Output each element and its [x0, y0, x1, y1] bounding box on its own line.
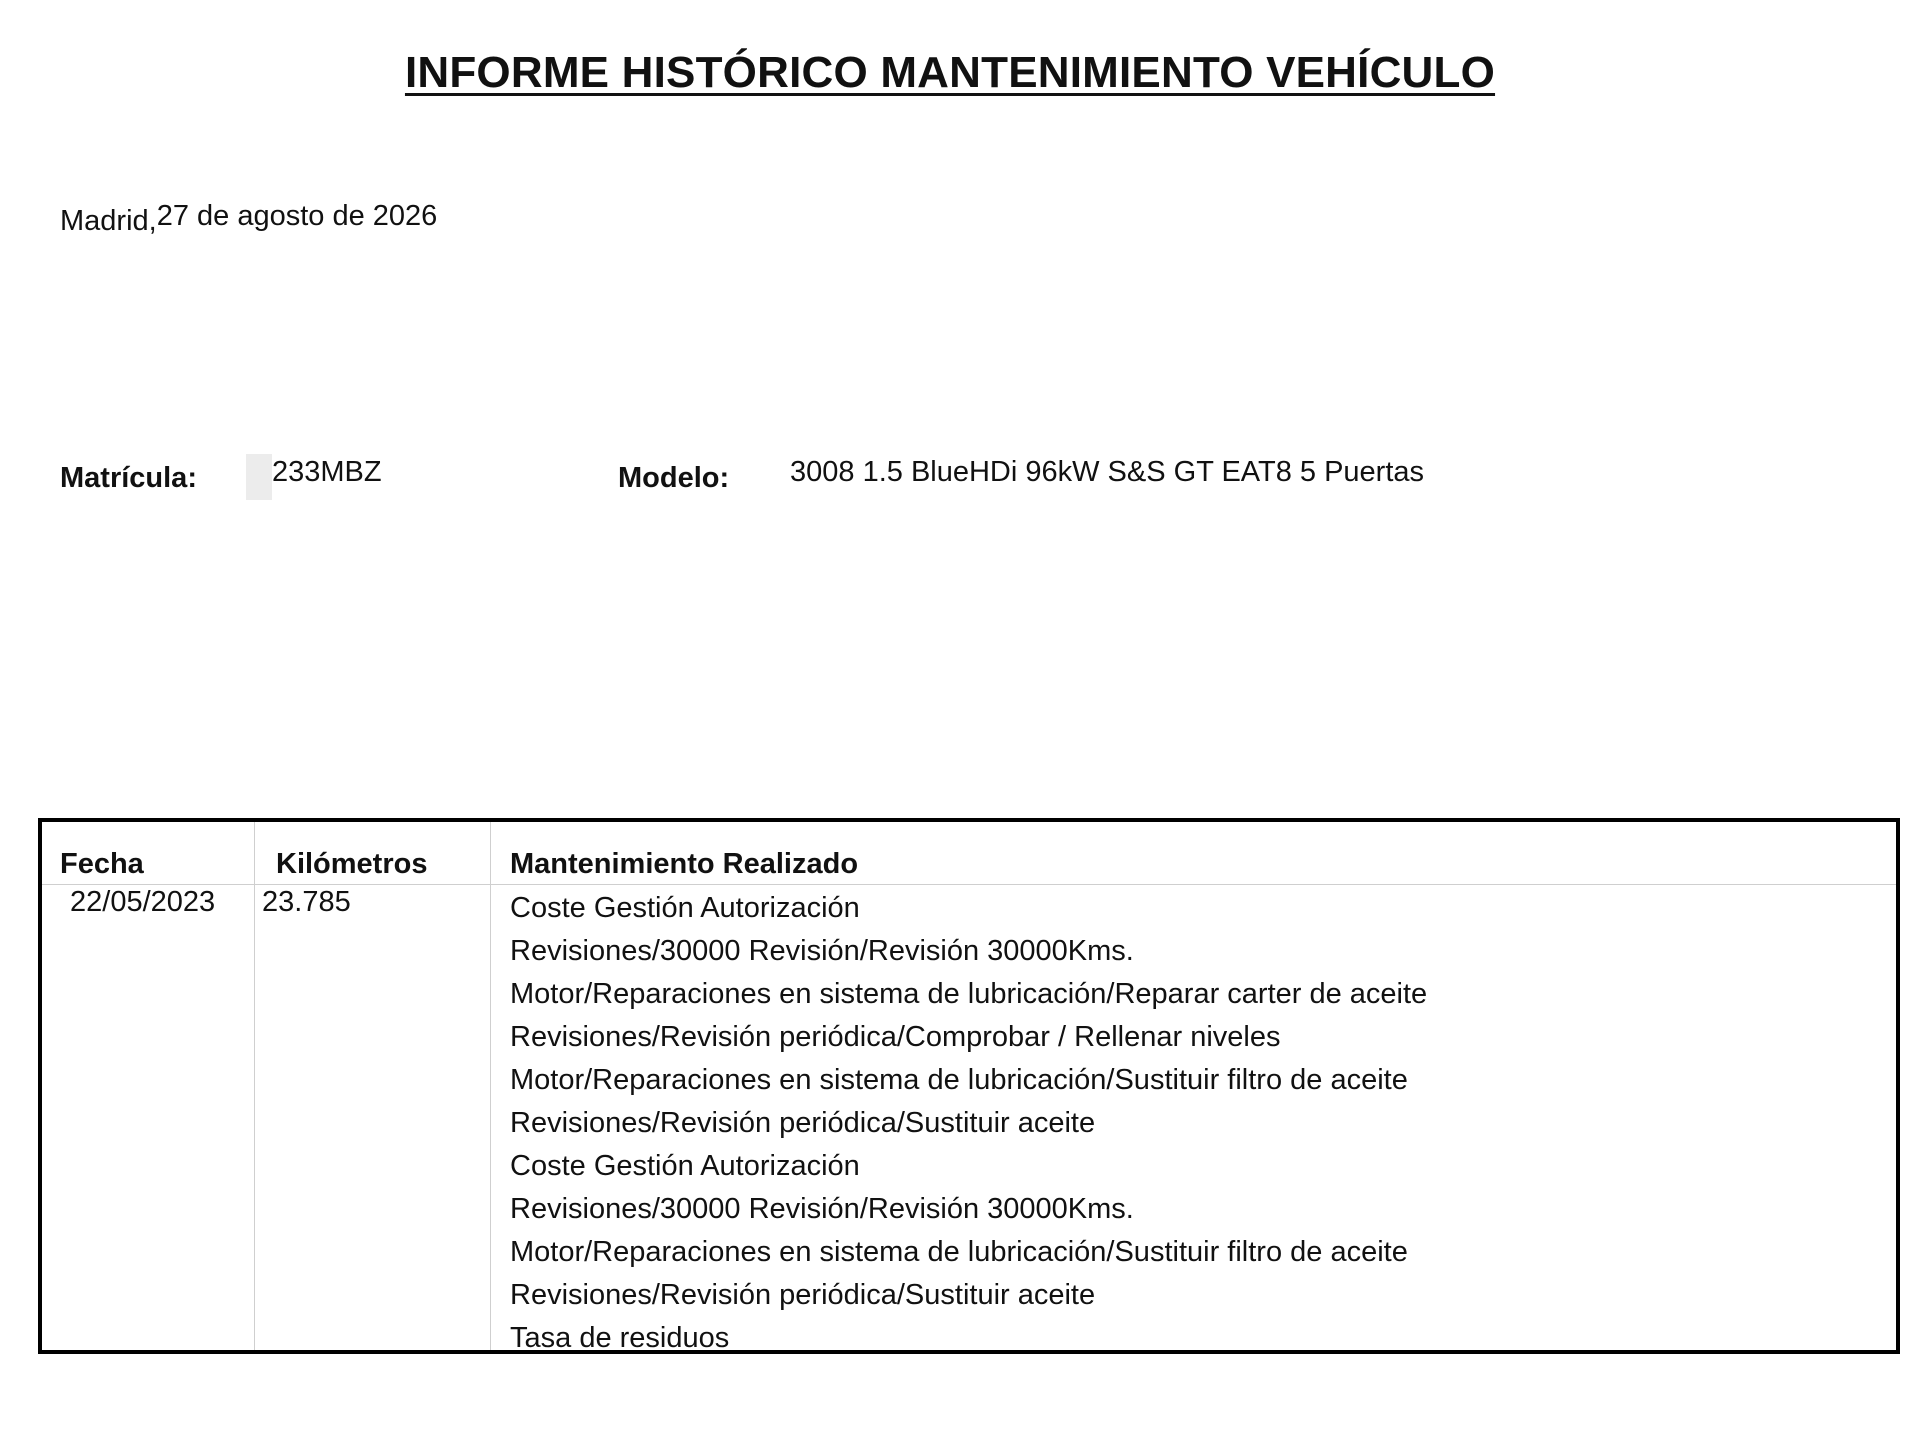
row-km: 23.785 [262, 886, 351, 918]
maintenance-item: Revisiones/30000 Revisión/Revisión 30000Kms. [510, 935, 1134, 967]
maintenance-item: Revisiones/Revisión periódica/Comprobar / Rellenar niveles [510, 1021, 1281, 1053]
report-date: 27 de agosto de 2026 [156, 200, 438, 232]
model-label: Modelo: [618, 462, 730, 494]
maintenance-item: Tasa de residuos [510, 1322, 730, 1354]
row-date: 22/05/2023 [70, 886, 216, 918]
column-header-date: Fecha [60, 848, 144, 880]
maintenance-item: Motor/Reparaciones en sistema de lubricación/Sustituir filtro de aceite [510, 1064, 1408, 1096]
report-title: INFORME HISTÓRICO MANTENIMIENTO VEHÍCULO [404, 48, 1496, 97]
maintenance-item: Revisiones/30000 Revisión/Revisión 30000Kms. [510, 1193, 1134, 1225]
column-header-km: Kilómetros [276, 848, 428, 880]
maintenance-item: Revisiones/Revisión periódica/Sustituir aceite [510, 1279, 1096, 1311]
maintenance-table [38, 818, 1900, 1354]
plate-value: 233MBZ [272, 456, 382, 488]
model-value: 3008 1.5 BlueHDi 96kW S&S GT EAT8 5 Puertas [790, 456, 1425, 488]
maintenance-item: Revisiones/Revisión periódica/Sustituir aceite [510, 1107, 1096, 1139]
report-date-line [60, 200, 438, 237]
maintenance-item: Motor/Reparaciones en sistema de lubricación/Reparar carter de aceite [510, 978, 1428, 1010]
column-header-maintenance: Mantenimiento Realizado [510, 848, 859, 880]
maintenance-item: Motor/Reparaciones en sistema de lubricación/Sustituir filtro de aceite [510, 1236, 1408, 1268]
redaction-mark [246, 454, 272, 500]
column-divider [254, 822, 255, 1350]
maintenance-item: Coste Gestión Autorización [510, 892, 860, 924]
maintenance-item: Coste Gestión Autorización [510, 1150, 860, 1182]
header-divider [42, 884, 1896, 885]
plate-label: Matrícula: [60, 462, 197, 494]
column-divider [490, 822, 491, 1350]
maintenance-list [510, 887, 1427, 1360]
report-place: Madrid, [60, 205, 157, 237]
